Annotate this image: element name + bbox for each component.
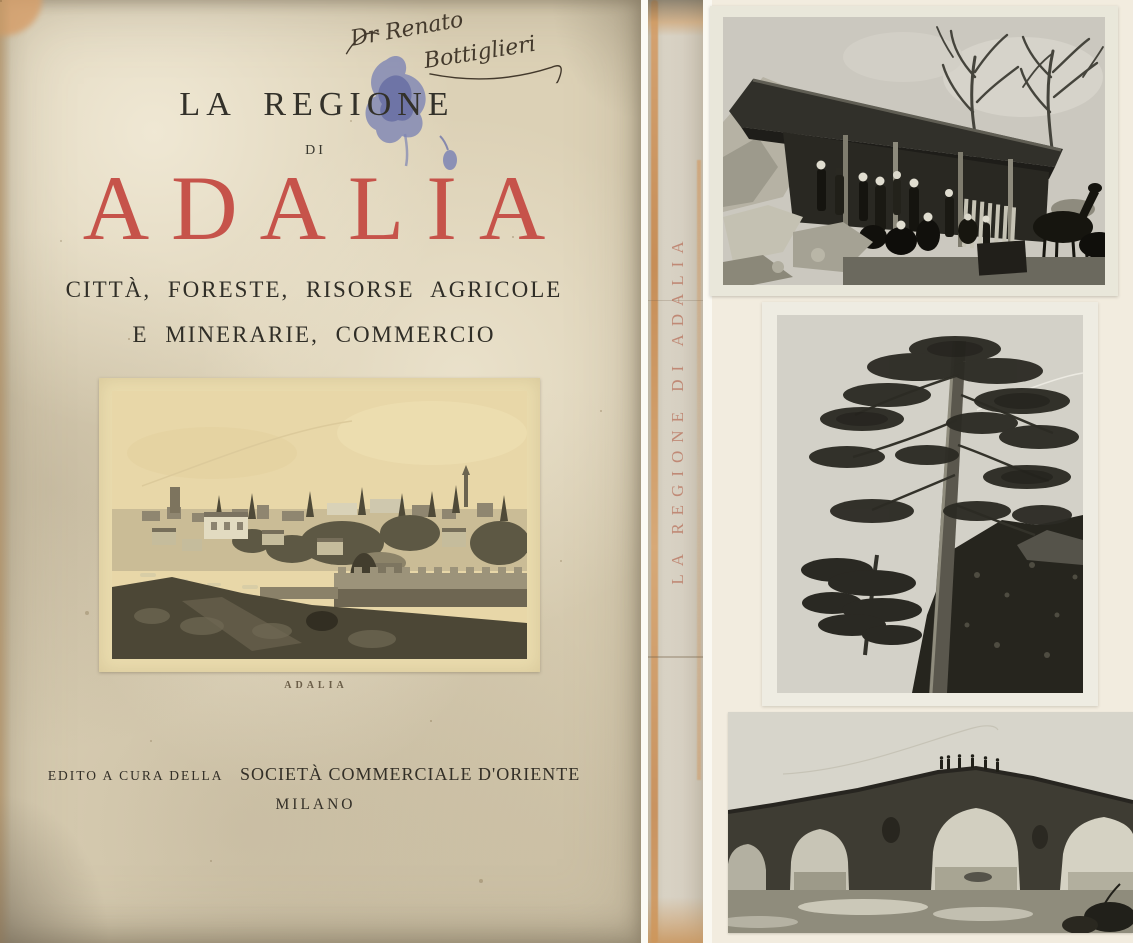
cover-subtitle-line1: CITTÀ, FORESTE, RISORSE AGRICOLE: [65, 277, 563, 302]
stone-bridge-photo: [728, 712, 1133, 933]
inscription-line1: Dr Renato: [348, 7, 466, 52]
photo-plate-pine: [762, 302, 1098, 706]
imprint-prefix: EDITO A CURA DELLA: [47, 768, 224, 783]
cover-title-line2: DI: [305, 143, 326, 158]
cover-title-adalia: ADALIA: [82, 157, 568, 259]
photo-plate-village: [710, 6, 1118, 296]
pine-tree-photo: [777, 315, 1083, 693]
cover-photo-mount: [99, 378, 540, 672]
cover-title-line1: LA REGIONE: [179, 86, 455, 123]
spine-title: LA REGIONE DI ADALIA: [668, 233, 687, 585]
smudge: [0, 793, 110, 943]
foxing-spots: [0, 0, 2, 2]
spine-damage: [648, 897, 703, 943]
spine-wear-streak: [697, 160, 701, 780]
spine-damage: [648, 0, 703, 36]
photo-plate-bridge: [728, 712, 1133, 933]
inscription-line2: Bottiglieri: [422, 31, 538, 74]
cover-photo-panorama: [112, 391, 527, 659]
spine-wear-streak: [651, 0, 658, 943]
cover-photo-caption: ADALIA: [284, 680, 348, 691]
cover-subtitle-line2: E MINERARIE, COMMERCIO: [132, 322, 496, 347]
page-gap: [641, 0, 648, 943]
imprint-publisher: SOCIETÀ COMMERCIALE D'ORIENTE: [239, 764, 581, 784]
imprint-line: [0, 764, 628, 785]
imprint-city: MILANO: [275, 796, 356, 813]
village-han-photo: [723, 17, 1105, 285]
